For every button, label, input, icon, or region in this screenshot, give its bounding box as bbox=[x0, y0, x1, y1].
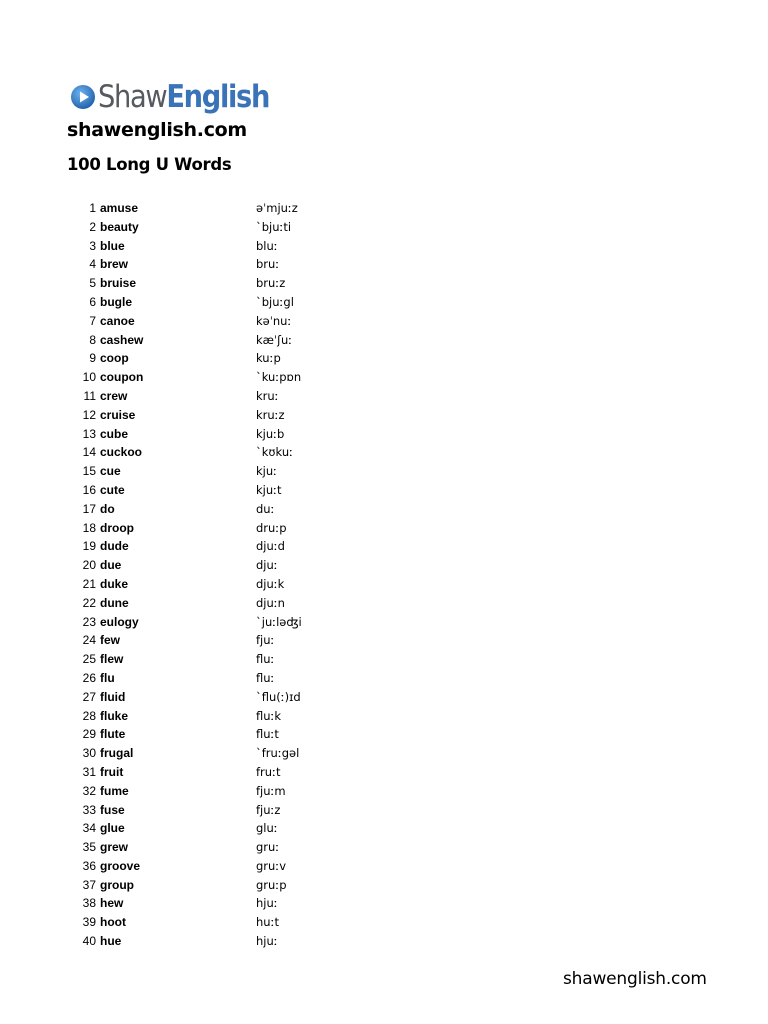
word-pronunciation: ˋflu(ː)ɪd bbox=[256, 689, 301, 704]
word-number: 24 bbox=[82, 633, 96, 648]
word-pronunciation: kjuːb bbox=[256, 426, 285, 441]
word-text: cuckoo bbox=[100, 445, 143, 460]
word-text: canoe bbox=[100, 313, 135, 328]
word-row bbox=[0, 763, 700, 782]
word-text: duke bbox=[100, 576, 129, 591]
logo-text-english: English bbox=[166, 78, 270, 115]
word-text: group bbox=[100, 877, 134, 892]
word-row bbox=[0, 838, 700, 857]
word-pronunciation: bluː bbox=[256, 238, 278, 253]
word-number: 37 bbox=[82, 877, 96, 892]
word-pronunciation: kjuː bbox=[256, 464, 278, 479]
word-row bbox=[0, 932, 700, 951]
word-text: groove bbox=[100, 858, 141, 873]
word-pronunciation: fluːt bbox=[256, 727, 279, 742]
word-pronunciation: fluː bbox=[256, 652, 275, 667]
word-number: 4 bbox=[89, 257, 96, 272]
word-number: 28 bbox=[82, 708, 96, 723]
word-row bbox=[0, 876, 700, 895]
word-text: fume bbox=[100, 783, 129, 798]
word-pronunciation: duː bbox=[256, 501, 275, 516]
word-number: 16 bbox=[82, 482, 96, 497]
word-text: cube bbox=[100, 426, 129, 441]
word-number: 8 bbox=[89, 332, 96, 347]
word-number: 17 bbox=[82, 501, 96, 516]
word-pronunciation: kjuːt bbox=[256, 482, 282, 497]
word-number: 7 bbox=[89, 313, 96, 328]
word-row bbox=[0, 199, 700, 218]
word-text: due bbox=[100, 558, 122, 573]
word-row bbox=[0, 406, 700, 425]
word-number: 30 bbox=[82, 746, 96, 761]
word-pronunciation: gruː bbox=[256, 840, 280, 855]
word-row bbox=[0, 425, 700, 444]
word-number: 2 bbox=[89, 219, 96, 234]
word-row bbox=[0, 857, 700, 876]
word-text: hoot bbox=[100, 915, 126, 930]
word-number: 35 bbox=[82, 840, 96, 855]
word-number: 27 bbox=[82, 689, 96, 704]
word-text: coupon bbox=[100, 370, 144, 385]
word-row bbox=[0, 669, 700, 688]
word-text: blue bbox=[100, 238, 125, 253]
word-number: 25 bbox=[82, 652, 96, 667]
word-number: 31 bbox=[82, 764, 96, 779]
word-pronunciation: bruː bbox=[256, 257, 280, 272]
word-row bbox=[0, 594, 700, 613]
word-number: 14 bbox=[82, 445, 96, 460]
shawenglish-logo bbox=[70, 76, 292, 118]
word-text: fruit bbox=[100, 764, 124, 779]
word-pronunciation: kuːp bbox=[256, 351, 281, 366]
word-text: grew bbox=[100, 840, 129, 855]
word-row bbox=[0, 913, 700, 932]
word-text: fluke bbox=[100, 708, 129, 723]
word-pronunciation: fluː bbox=[256, 670, 275, 685]
word-pronunciation: gruːp bbox=[256, 877, 287, 892]
word-row bbox=[0, 819, 700, 838]
word-row bbox=[0, 725, 700, 744]
word-number: 20 bbox=[82, 558, 96, 573]
word-text: cue bbox=[100, 464, 121, 479]
word-row bbox=[0, 537, 700, 556]
word-pronunciation: hjuː bbox=[256, 896, 278, 911]
word-text: cruise bbox=[100, 407, 136, 422]
word-text: frugal bbox=[100, 746, 134, 761]
word-row bbox=[0, 744, 700, 763]
word-row bbox=[0, 519, 700, 538]
word-number: 9 bbox=[89, 351, 96, 366]
word-pronunciation: djuːd bbox=[256, 539, 285, 554]
word-text: flute bbox=[100, 727, 126, 742]
word-pronunciation: əˈmjuːz bbox=[256, 201, 298, 215]
word-row bbox=[0, 368, 700, 387]
word-text: crew bbox=[100, 388, 128, 403]
word-number: 6 bbox=[89, 294, 96, 309]
word-text: flew bbox=[100, 652, 124, 667]
word-text: hue bbox=[100, 934, 122, 949]
word-text: bugle bbox=[100, 294, 132, 309]
word-text: bruise bbox=[100, 276, 137, 291]
word-number: 10 bbox=[82, 370, 96, 385]
word-row bbox=[0, 500, 700, 519]
word-text: cashew bbox=[100, 332, 144, 347]
word-number: 13 bbox=[82, 426, 96, 441]
word-pronunciation: gruːv bbox=[256, 858, 286, 873]
word-pronunciation: druːp bbox=[256, 520, 287, 535]
word-number: 15 bbox=[82, 464, 96, 479]
word-pronunciation: ˋfruːgəl bbox=[256, 746, 300, 761]
word-row bbox=[0, 782, 700, 801]
footer-site-name: shawenglish.com bbox=[563, 969, 707, 989]
word-number: 36 bbox=[82, 858, 96, 873]
word-pronunciation: ˋjuːləʤi bbox=[256, 614, 302, 629]
word-row bbox=[0, 218, 700, 237]
word-text: dude bbox=[100, 539, 129, 554]
logo-text-shaw: Shaw bbox=[98, 78, 167, 115]
word-pronunciation: hjuː bbox=[256, 934, 278, 949]
word-pronunciation: kæˈʃuː bbox=[256, 332, 293, 347]
word-text: fluid bbox=[100, 689, 126, 704]
word-number: 33 bbox=[82, 802, 96, 817]
word-text: fuse bbox=[100, 802, 125, 817]
word-number: 11 bbox=[83, 388, 96, 403]
play-icon bbox=[70, 84, 96, 110]
word-pronunciation: fjuːm bbox=[256, 783, 286, 798]
word-row bbox=[0, 331, 700, 350]
word-row bbox=[0, 613, 700, 632]
word-row bbox=[0, 387, 700, 406]
word-number: 5 bbox=[89, 276, 96, 291]
word-pronunciation: kəˈnuː bbox=[256, 313, 292, 328]
word-number: 26 bbox=[82, 670, 96, 685]
word-row bbox=[0, 894, 700, 913]
page-title: 100 Long U Words bbox=[67, 155, 232, 174]
word-pronunciation: kruː bbox=[256, 388, 279, 403]
word-row bbox=[0, 293, 700, 312]
word-pronunciation: djuːn bbox=[256, 595, 285, 610]
word-number: 12 bbox=[82, 407, 96, 422]
word-text: amuse bbox=[100, 201, 139, 215]
word-number: 40 bbox=[82, 934, 96, 949]
word-text: brew bbox=[100, 257, 129, 272]
word-text: coop bbox=[100, 351, 129, 366]
word-pronunciation: bruːz bbox=[256, 276, 286, 291]
word-number: 21 bbox=[82, 576, 96, 591]
word-row bbox=[0, 312, 700, 331]
word-row bbox=[0, 801, 700, 820]
word-row bbox=[0, 237, 700, 256]
word-number: 19 bbox=[82, 539, 96, 554]
word-row bbox=[0, 650, 700, 669]
word-row bbox=[0, 255, 700, 274]
word-row bbox=[0, 443, 700, 462]
word-number: 38 bbox=[82, 896, 96, 911]
word-number: 1 bbox=[89, 201, 96, 215]
word-text: dune bbox=[100, 595, 129, 610]
word-row bbox=[0, 481, 700, 500]
word-row bbox=[0, 688, 700, 707]
word-number: 29 bbox=[82, 727, 96, 742]
word-text: glue bbox=[100, 821, 125, 836]
word-text: cute bbox=[100, 482, 125, 497]
word-text: beauty bbox=[100, 219, 139, 234]
word-pronunciation: kruːz bbox=[256, 407, 285, 422]
logo-wordmark bbox=[98, 78, 270, 115]
word-text: flu bbox=[100, 670, 115, 685]
word-pronunciation: djuː bbox=[256, 558, 278, 573]
word-text: do bbox=[100, 501, 115, 516]
word-pronunciation: gluː bbox=[256, 821, 278, 836]
word-pronunciation: fjuːz bbox=[256, 802, 281, 817]
word-number: 32 bbox=[82, 783, 96, 798]
word-text: few bbox=[100, 633, 121, 648]
site-name: shawenglish.com bbox=[67, 119, 247, 141]
word-number: 3 bbox=[89, 238, 96, 253]
word-pronunciation: fjuː bbox=[256, 633, 275, 648]
word-row bbox=[0, 575, 700, 594]
word-row bbox=[0, 462, 700, 481]
word-pronunciation: huːt bbox=[256, 915, 279, 930]
word-list bbox=[0, 199, 700, 951]
word-text: hew bbox=[100, 896, 124, 911]
word-row bbox=[0, 274, 700, 293]
word-number: 22 bbox=[82, 595, 96, 610]
word-pronunciation: fluːk bbox=[256, 708, 282, 723]
word-number: 18 bbox=[82, 520, 96, 535]
word-number: 23 bbox=[82, 614, 96, 629]
word-row bbox=[0, 631, 700, 650]
word-pronunciation: ˋbjuːgl bbox=[256, 294, 294, 309]
word-pronunciation: djuːk bbox=[256, 576, 285, 591]
word-text: eulogy bbox=[100, 614, 139, 629]
word-row bbox=[0, 349, 700, 368]
word-number: 34 bbox=[82, 821, 96, 836]
word-pronunciation: ˋkʊkuː bbox=[256, 445, 293, 460]
word-pronunciation: fruːt bbox=[256, 764, 281, 779]
word-text: droop bbox=[100, 520, 134, 535]
word-pronunciation: ˋbjuːti bbox=[256, 219, 292, 234]
word-pronunciation: ˋkuːpɒn bbox=[256, 370, 302, 385]
word-row bbox=[0, 707, 700, 726]
word-number: 39 bbox=[82, 915, 96, 930]
word-row bbox=[0, 556, 700, 575]
